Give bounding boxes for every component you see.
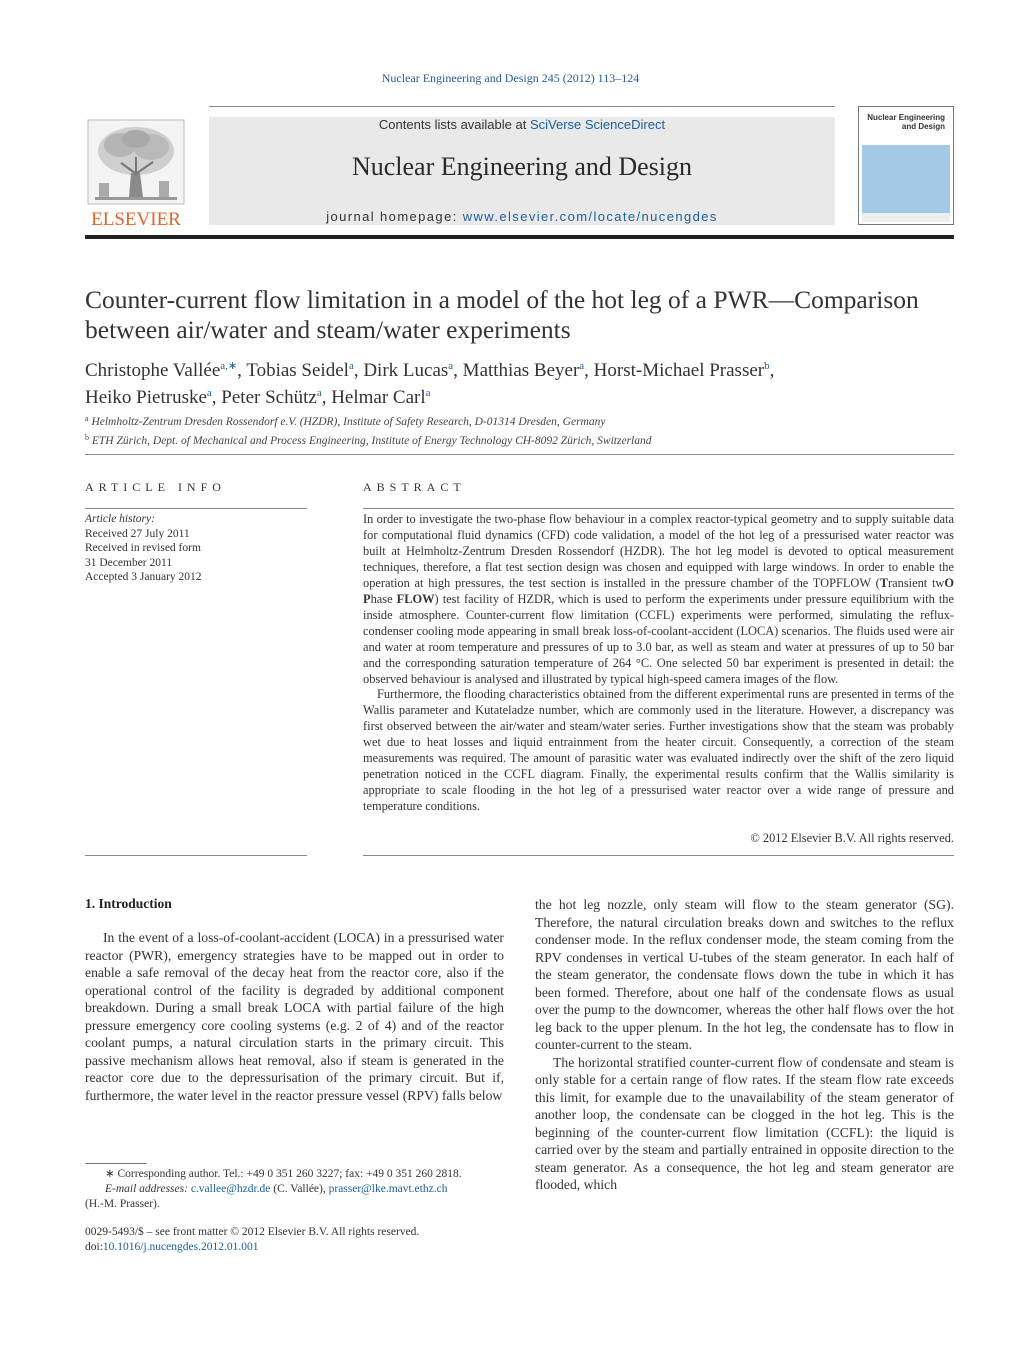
email-addresses: E-mail addresses: c.vallee@hzdr.de (C. Vallée), prasser@lke.mavt.ethz.ch (105, 1183, 448, 1195)
body-paragraph: the hot leg nozzle, only steam will flow to the steam generator (SG). Therefore, the natural circulation breaks down and switches to the reflux condenser mode. In the reflux condenser mode, the steam coming from the RPV condenses in vertical U-tubes of the steam generator. In each half of the steam generator, the condensate flows down the tube in which it has been formed. Therefore, about one half of the condensate flows as usual over the pump to the downcomer, whereas the other half flows over the hot leg back to the upper plenum. In the hot leg, the condensate has to flow in counter-current to the steam. (535, 897, 954, 1052)
abstract-paragraph: Furthermore, the flooding characteristics obtained from the different experimental runs are presented in terms of the Wallis parameter and Kutateladze number, which are commonly used in the literature. However, a discrepancy was first observed between the air/water and steam/water series. Further investigations show that the steam was probably wet due to heat losses and liquid entrainment from the heater circuit. Consequently, a correction of the steam measurements was required. The amount of parasitic water was evaluated indirectly over the shift of the zero liquid penetration noticed in the CCFL diagram. Finally, the experimental results confirm that the Wallis similarity is appropriate to scale flooding in the hot leg of a pressurised water reactor over a wide range of pressure and temperature conditions. (363, 687, 954, 814)
abstract-paragraph: In order to investigate the two-phase flow behaviour in a complex reactor-typical geometry and to supply suitable data for computational fluid dynamics (CFD) code validation, a model of the hot leg of a pressurised water reactor was built at Helmholtz-Zentrum Dresden Rossendorf (HZDR). The hot leg model is devoted to optical measurement techniques, therefore, a flat test section design was chosen and equipped with large windows. In order to enable the operation at high pressures, the test section is installed in the pressure chamber of the TOPFLOW (Transient twO Phase FLOW) test facility of HZDR, which is used to perform the experiments under pressure equilibrium with the inside atmosphere. Counter-current flow limitation (CCFL) experiments were performed, simulating the reflux-condenser cooling mode appearing in small break loss-of-coolant-accident (LOCA) scenarios. The fluids used were air and water at room temperature and pressures of up to 3.0 bar, as well as steam and water at pressures of up to 50 bar and the corresponding saturation temperature of 264 °C. One selected 50 bar experiment is presented in detail: the observed behaviour is analysed and illustrated by typical high-speed camera images of the flow. (363, 512, 955, 686)
front-matter (85, 1225, 504, 1255)
affiliation: $^b$ ETH Zürich, Dept. of Mechanical and Process Engineering, Institute of Energy Technology CH-8092 Zürich, Switzerland (85, 433, 652, 447)
cover-title-line2: and Design (901, 122, 945, 131)
sciencedirect-link[interactable]: SciVerse ScienceDirect (529, 117, 666, 132)
corresponding-author: ∗ Corresponding author. Tel.: +49 0 351 260 3227; fax: +49 0 351 260 2818. (105, 1168, 462, 1180)
abstract-rule (363, 508, 954, 509)
email-link[interactable]: c.vallee@hzdr.de (190, 1183, 271, 1195)
email-link[interactable]: prasser@lke.mavt.ethz.ch (328, 1183, 448, 1195)
elsevier-tree-icon (85, 117, 187, 229)
svg-text:ELSEVIER: ELSEVIER (91, 209, 181, 229)
abstract-copyright: © 2012 Elsevier B.V. All rights reserved. (750, 831, 954, 845)
affiliation: $^a$ Helmholtz-Zentrum Dresden Rossendorf e.V. (HZDR), Institute of Safety Research, D-01314 Dresden, Germany (85, 414, 606, 428)
article-history (85, 512, 307, 585)
author[interactable]: Christophe Vallée$^{a,∗}$ (85, 360, 238, 381)
abstract-text (363, 512, 954, 815)
body-paragraph: In the event of a loss-of-coolant-accident (LOCA) in a pressurised water reactor (PWR), emergency strategies have to be mapped out in order to enable a safe removal of the decay heat from the reactor core, also if the operational control of the facility is degraded by additional component breakdown. During a small break LOCA with partial failure of the high pressure emergency core cooling systems (e.g. 2 of 4) and of the reactor coolant pumps, a natural circulation starts in the primary circuit. This passive mechanism allows heat removal, also if steam is generated in the reactor core due to the depressurisation of the primary circuit. But if, furthermore, the water level in the reactor pressure vessel (RPV) falls below (85, 930, 504, 1103)
history-item: Accepted 3 January 2012 (85, 571, 202, 583)
section-rule (85, 454, 954, 455)
cover-image (862, 145, 950, 213)
email-owner: (H.-M. Prasser). (85, 1198, 160, 1210)
abstract-heading: ABSTRACT (363, 480, 466, 494)
cover-title-line1: Nuclear Engineering (867, 113, 945, 122)
homepage-prefix: journal homepage: (326, 209, 463, 224)
author[interactable]: Dirk Lucas$^a$ (363, 360, 454, 381)
history-item: 31 December 2011 (85, 556, 173, 569)
header-thick-rule (85, 235, 954, 239)
article-info-rule (85, 508, 307, 509)
history-item: Received 27 July 2011 (85, 527, 190, 540)
author[interactable]: Helmar Carl$^a$ (331, 387, 431, 408)
journal-homepage (209, 209, 835, 224)
article-info-heading: ARTICLE INFO (85, 480, 226, 494)
issn-line: 0029-5493/$ – see front matter © 2012 Elsevier B.V. All rights reserved. (85, 1226, 420, 1238)
affiliations (85, 411, 954, 449)
author[interactable]: Matthias Beyer$^a$ (462, 360, 585, 381)
history-label: Article history: (85, 513, 155, 525)
cover-title (867, 113, 945, 131)
article-info-bottom-rule (85, 855, 307, 856)
article-title: Counter-current flow limitation in a model of the hot leg of a PWR—Comparison between air/water and steam/water experiments (85, 285, 919, 344)
section-heading: 1. Introduction (85, 896, 172, 911)
author[interactable]: Heiko Pietruske$^a$ (85, 387, 212, 408)
author[interactable]: Tobias Seidel$^a$ (246, 360, 354, 381)
elsevier-logo[interactable] (85, 117, 187, 229)
contents-line (209, 117, 835, 132)
body-paragraph: The horizontal stratified counter-current flow of condensate and steam is only stable for a certain range of flow rates. If the steam flow rate exceeds this limit, for example due to the unavailability of the steam generator of another loop, the condensate can be clogged in the hot leg. This is the beginning of the counter-current flow limitation (CCFL): the liquid is carried over by the steam and partially entrained in opposite direction to the steam generator. As a consequence, the hot leg and steam generator are flooded, which (535, 1054, 954, 1192)
doi-line: doi:10.1016/j.nucengdes.2012.01.001 (85, 1241, 259, 1253)
journal-cover-thumbnail[interactable] (858, 106, 954, 225)
doi-link[interactable]: 10.1016/j.nucengdes.2012.01.001 (102, 1241, 259, 1253)
body-column-right (535, 896, 954, 1194)
history-item: Received in revised form (85, 542, 201, 554)
author-list: Christophe Vallée$^{a,∗}$, Tobias Seidel$^a$, Dirk Lucas$^a$, Matthias Beyer$^a$, Horst-Michael Prasser$^b$, Heiko Pietruske$^a$, Peter Schütz$^a$, Helmar Carl$^a$ (85, 360, 775, 408)
abstract-bottom-rule (363, 855, 954, 856)
journal-title: Nuclear Engineering and Design (351, 152, 693, 181)
cover-footer (862, 213, 950, 222)
footnote (85, 1167, 504, 1212)
body-column-left (85, 896, 504, 1104)
contents-prefix: Contents lists available at (378, 117, 530, 132)
author[interactable]: Horst-Michael Prasser$^b$ (593, 360, 770, 381)
journal-citation[interactable]: Nuclear Engineering and Design 245 (2012) 113–124 (381, 71, 640, 85)
footnote-rule (85, 1163, 147, 1164)
homepage-link[interactable]: www.elsevier.com/locate/nucengdes (462, 209, 718, 224)
header-rule (209, 106, 835, 107)
author[interactable]: Peter Schütz$^a$ (221, 387, 322, 408)
